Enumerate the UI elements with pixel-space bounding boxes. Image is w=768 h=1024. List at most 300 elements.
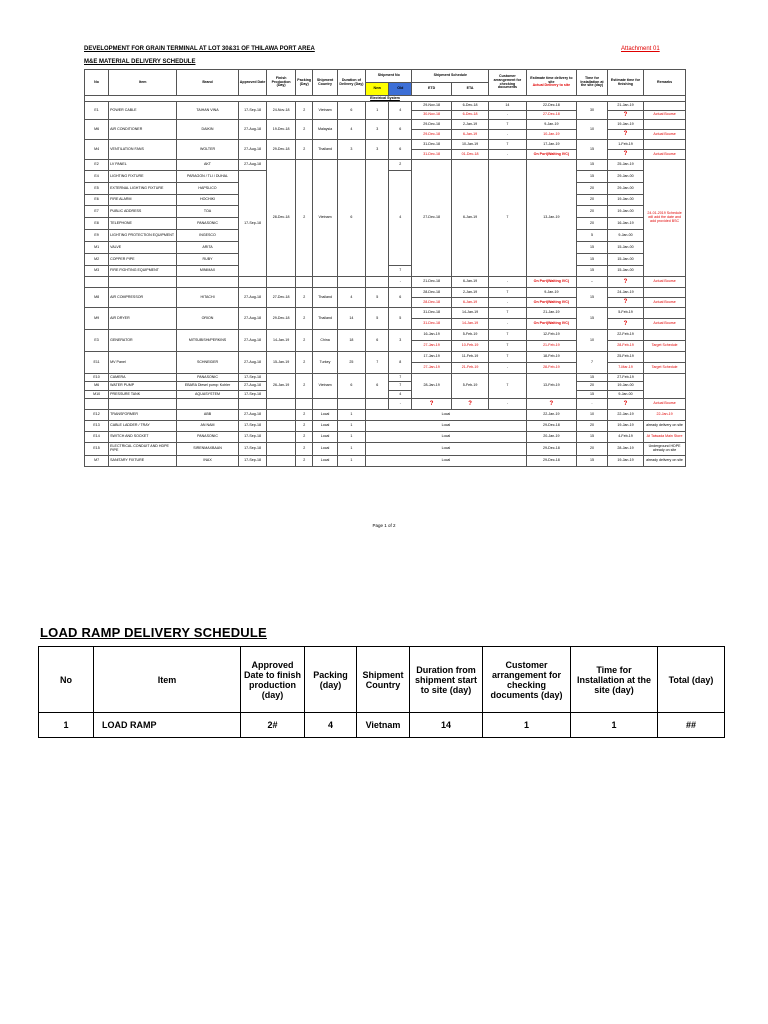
lr-col-customer: Customer arrangement for checking documents (day) [483,647,571,713]
cell-finishing: 9-Jan-00 [607,230,643,242]
cell-old: - [389,277,412,288]
cell-item: CAMERA [109,374,177,382]
cell-customer: - [489,111,526,120]
cell-customer: - [489,150,526,160]
cell-estimate: 21-Jan-19 [526,308,577,319]
cell-brand: AN NAM [177,421,239,432]
cell-shipment-local: Local [366,443,526,456]
cell-remarks: Target Schedule [644,341,686,352]
cell-etd: 29-Dec-18 [412,120,452,130]
cell-finishing: 29-Jan-00 [607,171,643,183]
table-row [85,140,686,150]
cell-item: COPPER PIPE [109,254,177,266]
cell-new [366,399,389,410]
cell-remarks [644,140,686,150]
cell-etd: 31-Dec-18 [412,308,452,319]
cell-install: 20 [577,443,608,456]
cell-duration: 1 [337,410,366,421]
cell-finish: 29-Dec-18 [267,308,296,330]
cell-duration [337,277,366,288]
cell-approved: 27-Aug-18 [238,140,267,160]
cell-packing: 2 [295,410,313,421]
cell-estimate: 9-Jan-19 [526,288,577,298]
load-ramp-header-row [39,647,725,713]
cell-item: LV PANEL [109,160,177,171]
cell-estimate: 29-Dec-18 [526,421,577,432]
cell-remarks: already delivery on site [644,421,686,432]
cell-country: Turkey [313,352,337,374]
cell-country: Vietnam [313,160,337,277]
cell-shipment-local: Local [366,456,526,467]
cell-estimate: 22-Dec-18 [526,102,577,111]
lr-cell-total: ## [658,713,725,738]
lr-cell-country: Vietnam [357,713,410,738]
cell-finish: 27-Dec-18 [267,288,296,308]
cell-no: E5 [85,183,109,195]
cell-item: EXTERNAL LIGHTING FIXTURE [109,183,177,195]
cell-brand: PANASONIC [177,432,239,443]
cell-install: 20 [577,206,608,218]
cell-customer: - [489,319,526,330]
cell-estimate: 13-Feb-19 [526,374,577,399]
cell-etd: 27-Jan-19 [412,341,452,352]
cell-no: M7 [85,456,109,467]
cell-item: GENERATOR [109,330,177,352]
cell-duration: 1 [337,443,366,456]
cell-customer: 14 [489,102,526,111]
cell-no: E4 [85,171,109,183]
cell-estimate: On Port(Waiting IVC) [526,298,577,308]
lr-cell-packing: 4 [305,713,357,738]
cell-item: ELECTRICAL CONDUIT AND HDPE PIPE [109,443,177,456]
cell-packing: 2 [295,160,313,277]
cell-new [366,160,389,277]
cell-finishing: 9-Jan-00 [607,391,643,399]
cell-new: 6 [366,374,389,399]
cell-estimate: 13-Jan-19 [526,160,577,277]
cell-finishing: 19-Jan-19 [607,421,643,432]
cell-estimate: 21-Feb-19 [526,341,577,352]
cell-install: 15 [577,266,608,277]
cell-customer: 7 [489,330,526,341]
col-duration: Duration of Delivery (Day) [337,70,366,96]
cell-duration: 18 [337,330,366,352]
cell-finish [267,410,296,421]
cell-item [109,399,177,410]
cell-eta: 6-Jan-19 [451,160,488,277]
cell-brand: INAX [177,456,239,467]
col-etd: ETD [412,83,452,96]
lr-col-duration: Duration from shipment start to site (day) [410,647,483,713]
cell-install: 20 [577,195,608,206]
lr-col-item: Item [94,647,241,713]
lr-cell-duration: 14 [410,713,483,738]
cell-install: 10 [577,330,608,352]
cell-brand [177,277,239,288]
cell-old: 8 [389,352,412,374]
cell-brand [177,399,239,410]
lr-cell-customer: 1 [483,713,571,738]
cell-country: Vietnam [313,374,337,399]
cell-estimate: ? [526,399,577,410]
cell-finishing: 25-Feb-19 [607,352,643,363]
col-estimate-delivery [526,70,577,96]
cell-country: Vietnam [313,102,337,120]
cell-old: 4 [389,102,412,120]
cell-customer: - [489,298,526,308]
cell-remarks: Actual Bourse [644,277,686,288]
cell-new: 5 [366,308,389,330]
cell-approved: 27-Aug-18 [238,288,267,308]
cell-approved: 27-Aug-18 [238,308,267,330]
cell-country: Local [313,421,337,432]
cell-packing: 2 [295,288,313,308]
cell-finishing: ? [607,277,643,288]
cell-old: 7 [389,374,412,382]
cell-finishing: 22-Feb-19 [607,330,643,341]
cell-etd: 27-Jan-19 [412,363,452,374]
cell-duration: 1 [337,421,366,432]
cell-old: 2 [389,160,412,171]
cell-customer: 7 [489,160,526,277]
cell-eta: ? [451,399,488,410]
cell-eta: 6-Dec-18 [451,111,488,120]
cell-customer: 7 [489,341,526,352]
cell-eta: 11-Feb-19 [451,352,488,363]
cell-customer: - [489,363,526,374]
cell-item: TRANSFORMER [109,410,177,421]
cell-brand: SIRENMAXBAAN [177,443,239,456]
cell-install: 15 [577,242,608,254]
cell-finishing: 28-Jan-19 [607,443,643,456]
cell-install: 15 [577,140,608,160]
col-packing: Packing (Day) [295,70,313,96]
attachment-label: Attachment 01 [621,46,660,52]
table-row [85,352,686,363]
cell-no: E3 [85,330,109,352]
document-title: DEVELOPMENT FOR GRAIN TERMINAL AT LOT 30&31 OF THILAWA PORT AREA [84,46,315,52]
cell-finishing: 19-Jan-19 [607,120,643,130]
cell-brand: HITACHI [177,288,239,308]
cell-duration: 6 [337,160,366,277]
cell-finishing: 19-Jan-00 [607,382,643,391]
cell-eta: 2-Jan-19 [451,288,488,298]
cell-new: 3 [366,140,389,160]
table-row [85,374,686,382]
cell-no: M3 [85,266,109,277]
cell-old: 4 [389,391,412,399]
cell-remarks: Target Schedule [644,363,686,374]
cell-finish [267,277,296,288]
cell-customer: - [489,130,526,140]
cell-install: 20 [577,183,608,195]
cell-brand: MINIMAX [177,266,239,277]
cell-eta: 10-Jan-19 [451,140,488,150]
cell-country: Local [313,456,337,467]
cell-finishing: 16-Jan-19 [607,218,643,230]
cell-packing: 2 [295,432,313,443]
cell-packing: 2 [295,456,313,467]
cell-etd: 28-Dec-18 [412,288,452,298]
cell-item: VALVE [109,242,177,254]
table-row [85,421,686,432]
cell-no: M6 [85,382,109,391]
cell-item: CABLE LADDER / TRAY [109,421,177,432]
cell-old: 3 [389,330,412,352]
cell-eta: 01-Dec-18 [451,150,488,160]
cell-brand: DAIKIN [177,120,239,140]
table-row [85,410,686,421]
cell-no: E12 [85,410,109,421]
cell-customer: - [489,399,526,410]
cell-no: M1 [85,242,109,254]
cell-finishing: ? [607,130,643,140]
cell-remarks: Underground HDPE already on site [644,443,686,456]
cell-country [313,399,337,410]
cell-packing [295,399,313,410]
cell-etd: 31-Dec-18 [412,319,452,330]
cell-eta: 21-Feb-19 [451,363,488,374]
cell-new [366,277,389,288]
cell-brand: AQUASYSTEM [177,391,239,399]
cell-new: 1 [366,102,389,120]
cell-brand: ABB [177,410,239,421]
cell-no: E9 [85,230,109,242]
cell-finishing: 21-Jan-19 [607,102,643,111]
table-row [85,160,686,171]
cell-finishing: 28-Feb-19 [607,341,643,352]
cell-eta: 5-Feb-19 [451,330,488,341]
col-approved-date: Approved Date [238,70,267,96]
cell-install: 15 [577,432,608,443]
load-ramp-table [38,646,725,738]
load-ramp-row [39,713,725,738]
cell-brand: PANASONIC [177,218,239,230]
cell-eta: 6-Jan-19 [451,298,488,308]
col-brand: Brand [177,70,239,96]
cell-install: 20 [577,382,608,391]
cell-packing: 2 [295,120,313,140]
cell-remarks [644,288,686,298]
cell-estimate: 17-Jan-19 [526,140,577,150]
cell-finish: 15-Jan-19 [267,352,296,374]
actual-delivery-label: Actual Delivery to site [532,83,571,88]
cell-brand: HAPSLICO [177,183,239,195]
cell-shipment-local: Local [366,421,526,432]
cell-old: 5 [389,308,412,330]
cell-approved: 27-Aug-18 [238,410,267,421]
col-shipment-no: Shipment No [366,70,412,83]
cell-shipment-local: Local [366,432,526,443]
cell-country: Local [313,443,337,456]
cell-no: E7 [85,206,109,218]
cell-duration: 1 [337,456,366,467]
cell-no: E1 [85,102,109,120]
cell-remarks: Actual Bourse [644,111,686,120]
cell-eta: 14-Jan-19 [451,308,488,319]
cell-item: POWER CABLE [109,102,177,120]
cell-finishing: 15-Jan-00 [607,242,643,254]
cell-finish [267,443,296,456]
table-header-row [85,70,686,83]
page-number: Page 1 of 2 [372,523,396,528]
cell-old: 6 [389,140,412,160]
cell-approved: 27-Aug-18 [238,330,267,352]
cell-estimate: 20-Jan-19 [526,432,577,443]
cell-finishing: 15-Jan-00 [607,254,643,266]
cell-no: M9 [85,308,109,330]
cell-finish [267,432,296,443]
cell-remarks: Actual Bourse [644,130,686,140]
cell-new: 5 [366,288,389,308]
cell-no [85,399,109,410]
cell-country: Thailand [313,140,337,160]
cell-brand: SCHNEIDER [177,352,239,374]
cell-customer: 7 [489,308,526,319]
cell-approved: 27-Aug-18 [238,160,267,171]
cell-etd: ? [412,399,452,410]
cell-etd: 31-Dec-18 [412,150,452,160]
cell-install: 15 [577,391,608,399]
cell-finish [267,399,296,410]
lr-col-total: Total (day) [658,647,725,713]
cell-item: LIGHTING PROTECTION EQUIPMENT [109,230,177,242]
cell-estimate: 9-Jan-19 [526,120,577,130]
cell-etd: 28-Jan-19 [412,374,452,399]
col-item: Item [109,70,177,96]
cell-finishing: 15-Jan-00 [607,266,643,277]
cell-install: 15 [577,374,608,382]
cell-shipment-local: Local [366,410,526,421]
cell-approved: 17-Sep-18 [238,171,267,277]
cell-approved: 27-Aug-18 [238,382,267,391]
cell-duration: 6 [337,102,366,120]
cell-finishing: 22-Jan-19 [607,410,643,421]
cell-install: 10 [577,120,608,140]
cell-no: E11 [85,352,109,374]
cell-approved: 17-Sep-18 [238,432,267,443]
cell-packing: 2 [295,374,313,399]
cell-eta: 10-Feb-19 [451,341,488,352]
cell-estimate: On Port(Waiting IVC) [526,277,577,288]
cell-finishing: ? [607,111,643,120]
cell-etd: 16-Jan-19 [412,330,452,341]
cell-brand: ORION [177,308,239,330]
cell-new: 7 [366,352,389,374]
cell-install: 7 [577,352,608,374]
cell-item: AIR DRYER [109,308,177,330]
cell-install: 20 [577,421,608,432]
cell-approved: 17-Sep-18 [238,421,267,432]
col-eta: ETA [451,83,488,96]
cell-no: M2 [85,254,109,266]
table-row [85,120,686,130]
cell-item: SANITARY FIXTURE [109,456,177,467]
cell-eta: 5-Feb-19 [451,374,488,399]
table-row [85,443,686,456]
cell-finishing: ? [607,150,643,160]
cell-item: MV Panel [109,352,177,374]
cell-duration: 4 [337,120,366,140]
cell-install: 15 [577,288,608,308]
cell-finish: 26-Jan-19 [267,374,296,399]
cell-etd: 29-Nov-18 [412,102,452,111]
cell-no [85,277,109,288]
cell-old: 4 [389,171,412,266]
cell-eta: 2-Jan-19 [451,120,488,130]
cell-customer: 7 [489,140,526,150]
cell-finish: 28-Dec-18 [267,160,296,277]
cell-packing: 2 [295,102,313,120]
cell-remarks: already delivery on site [644,456,686,467]
cell-estimate: 27-Dec-18 [526,111,577,120]
cell-approved: 17-Sep-18 [238,374,267,382]
cell-estimate: 12-Feb-19 [526,330,577,341]
cell-install: - [577,399,608,410]
col-new: New [366,83,389,96]
cell-item: TELEPHONE [109,218,177,230]
cell-no: E8 [85,218,109,230]
cell-estimate: 29-Dec-18 [526,443,577,456]
cell-etd: 28-Dec-18 [412,298,452,308]
cell-customer: 7 [489,288,526,298]
cell-item: FIRE FIGHTING EQUIPMENT [109,266,177,277]
cell-remarks [644,374,686,399]
cell-eta: 6-Jan-19 [451,130,488,140]
cell-item: WATER PUMP [109,382,177,391]
load-ramp-title: LOAD RAMP DELIVERY SCHEDULE [40,625,267,640]
cell-estimate: 22-Jan-19 [526,410,577,421]
cell-new: 6 [366,330,389,352]
cell-finishing: 25-Jan-19 [607,160,643,171]
cell-finishing: 7-Mar-19 [607,363,643,374]
table-row-extra [85,277,686,288]
cell-install: 15 [577,171,608,183]
cell-estimate: 29-Dec-18 [526,456,577,467]
cell-estimate: On Port(Waiting IVC) [526,150,577,160]
cell-customer: - [489,277,526,288]
lr-col-packing: Packing (day) [305,647,357,713]
col-no: No [85,70,109,96]
cell-remarks [644,308,686,319]
table-row-extra [85,399,686,410]
cell-country [313,277,337,288]
cell-finishing: 19-Jan-00 [607,206,643,218]
cell-finishing: 4-Feb-19 [607,432,643,443]
cell-duration: 14 [337,308,366,330]
cell-install: 15 [577,254,608,266]
cell-finish: 19-Dec-18 [267,120,296,140]
cell-finishing: 27-Feb-19 [607,374,643,382]
cell-approved: 17-Sep-18 [238,102,267,120]
lr-cell-install: 1 [571,713,658,738]
cell-brand: PARAGON / TLI / DUHAL [177,171,239,183]
table-row [85,330,686,341]
cell-approved: 27-Aug-18 [238,352,267,374]
cell-remarks: Actual Bourse [644,319,686,330]
cell-no: E2 [85,160,109,171]
cell-country: China [313,330,337,352]
estimate-delivery-label: Estimate time delivery to site [530,75,573,84]
cell-brand: EBARA Diesel pump: Kohler [177,382,239,391]
cell-item: AIR CONDITIONER [109,120,177,140]
cell-packing: 2 [295,330,313,352]
cell-customer: 7 [489,352,526,363]
cell-remarks [644,120,686,130]
cell-duration [337,399,366,410]
cell-estimate: 10-Jan-19 [526,130,577,140]
cell-approved: 27-Aug-18 [238,120,267,140]
